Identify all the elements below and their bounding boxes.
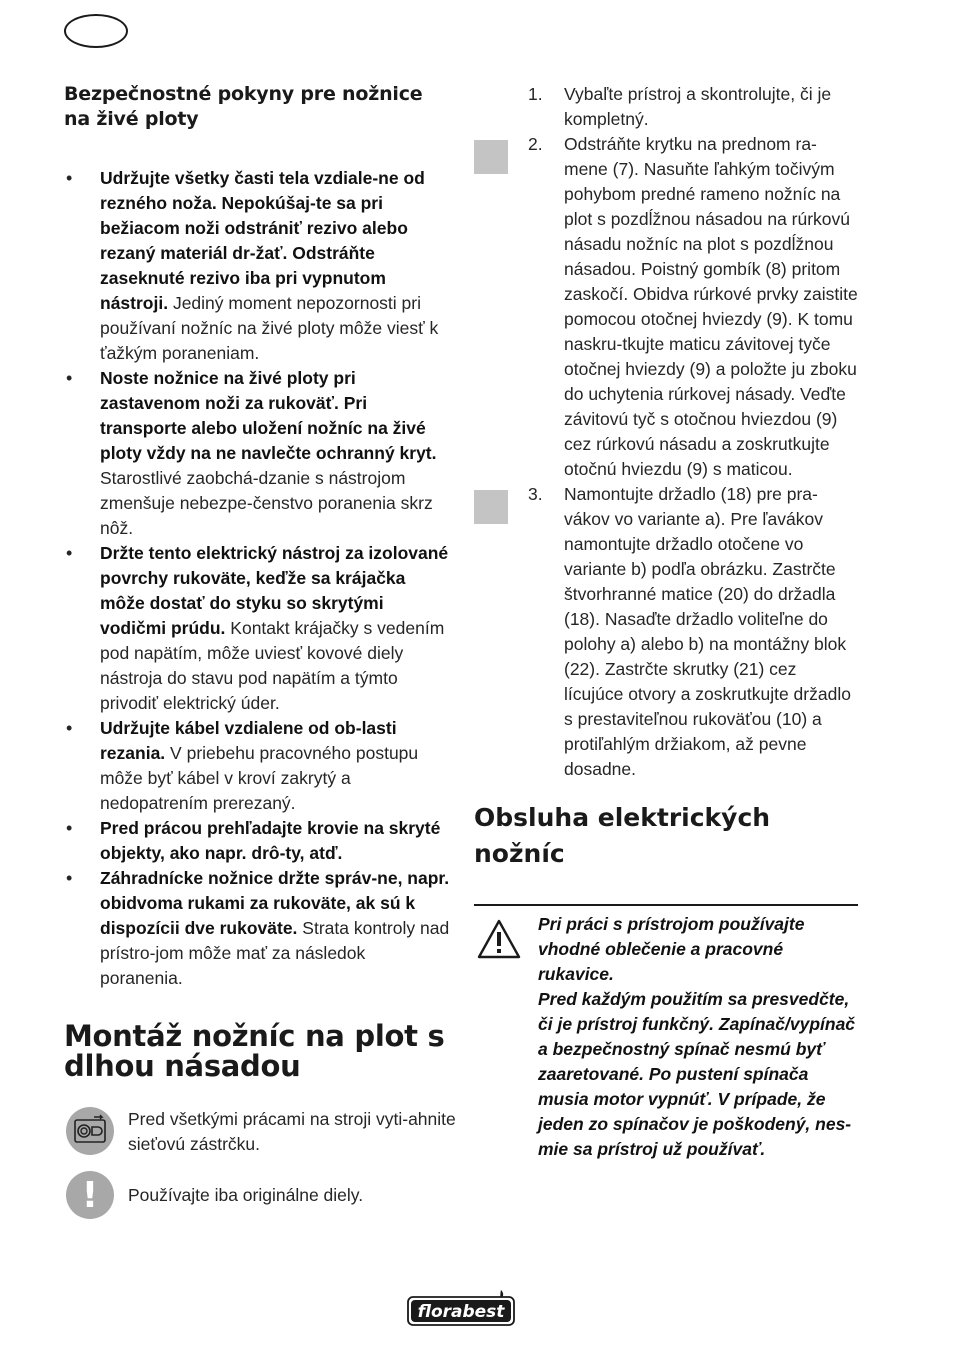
left-column	[64, 82, 456, 1227]
bullet-bold: Držte tento elektrický nástroj za izolované povrchy rukoväte, keďže sa krájačka môže dostať do styku so skrytými vodičmi prúdu.	[100, 543, 449, 638]
note-original-parts	[64, 1171, 450, 1227]
list-item	[474, 482, 858, 782]
list-item	[64, 166, 450, 366]
list-item	[64, 541, 450, 716]
list-item	[64, 716, 450, 816]
step-text: Vybaľte prístroj a skontrolujte, či je kompletný.	[564, 84, 832, 129]
list-item	[474, 132, 858, 482]
bullet-text: Kontakt krájačky s vedením pod napätím, môže uviesť kovové diely nástroja do stavu pod napätím a týmto privodiť elektrický úder.	[100, 618, 445, 713]
language-badge	[64, 14, 128, 48]
safety-bullet-list	[64, 166, 450, 991]
step-number: 3.	[528, 484, 543, 504]
bullet-bold: Záhradnícke nožnice držte správ-ne, napr. obidvoma rukami za rukoväte, ak sú k dispozícii dve rukoväte.	[100, 868, 450, 938]
warning-text	[538, 912, 858, 1162]
bullet-text: V priebehu pracovného postupu môže byť kábel v kroví zakrytý a nedopatrením prerezaný.	[100, 743, 419, 813]
divider	[474, 904, 858, 906]
assembly-title: Montáž nožníc na plot s dlhou násadou	[64, 1019, 445, 1083]
warning-block	[474, 912, 858, 1162]
operation-title: Obsluha elektrických nožníc	[474, 803, 771, 868]
safety-section-title: Bezpečnostné pokyny pre nožnice na živé ploty	[64, 83, 423, 130]
list-item	[64, 816, 450, 866]
logo-text: florabest	[417, 1302, 505, 1322]
step-text: Namontujte držadlo (18) pre pra-vákov vo variante a). Pre ľavákov namontujte držadlo otočene vo variante b) podľa obrázku. Zastrčte štvorhranné matice (20) do držadla (18). Nasaďte držadlo voliteľne do polohy a) alebo b) na montážny blok (22). Zastrčte skrutky (21) cez lícujúce otvory a zoskrutkujte držadlo s prestaviteľnou rukoväťou (10) a protiľahlým držiakom, až pevne dosadne.	[564, 484, 851, 779]
bullet-text: Strata kontroly nad prístro-jom môže mať za následok poranenia.	[100, 918, 450, 988]
bullet-bold: Noste nožnice na živé ploty pri zastavenom noži za rukoväť. Pri transporte alebo uložení nožníc na živé ploty vždy na ne navlečte ochranný kryt.	[100, 368, 437, 463]
list-item	[64, 366, 450, 541]
plug-icon	[66, 1107, 114, 1155]
step-number: 1.	[528, 84, 543, 104]
bullet-bold: Pred prácou prehľadajte krovie na skryté objekty, ako napr. drô-ty, atď.	[100, 818, 441, 863]
bullet-bold: Udržujte všetky časti tela vzdiale-ne od rezného noža. Nepokúšaj-te sa pri bežiacom noži odstrániť rezivo alebo rezaný materiál dr-žať. Odstráňte zaseknuté rezivo iba pri vypnutom nástroji.	[100, 168, 425, 313]
note-text: Pred všetkými prácami na stroji vyti-ahnite sieťovú zástrčku.	[128, 1109, 456, 1154]
bullet-bold: Udržujte kábel vzdialene od ob-lasti rezania.	[100, 718, 397, 763]
step-number: 2.	[528, 134, 543, 154]
bullet-text: Jediný moment nepozornosti pri používaní nožníc na živé ploty môže viesť k ťažkým poraneniam.	[100, 293, 439, 363]
warning-triangle-icon	[476, 918, 522, 960]
list-item	[64, 866, 450, 991]
warning-paragraph: Pred každým použitím sa presvedčte, či je prístroj funkčný. Zapínač/vypínač a bezpečnostný spínač nesmú byť zaaretované. Po pustení spínača musia motor vypnúť. V prípade, že jeden zo spínačov je poškodený, nes-mie sa prístroj už používať.	[538, 989, 856, 1159]
right-column	[474, 82, 858, 1162]
note-unplug	[64, 1107, 456, 1171]
warning-paragraph: Pri práci s prístrojom používajte vhodné oblečenie a pracovné rukavice.	[538, 914, 805, 984]
list-item	[474, 82, 858, 132]
note-text: Používajte iba originálne diely.	[128, 1185, 364, 1205]
exclamation-icon: !	[66, 1171, 114, 1219]
figure-marker-icon	[474, 140, 508, 174]
bullet-text: Starostlivé zaobchá-dzanie s nástrojom zmenšuje nebezpe-čenstvo poranenia skrz nôž.	[100, 468, 433, 538]
brand-logo	[407, 1288, 515, 1326]
figure-marker-icon	[474, 490, 508, 524]
step-text: Odstráňte krytku na prednom ra-mene (7). Nasuňte ľahkým točivým pohybom predné rameno nožníc na plot s pozdĺžnou násadou na rúrkovú násadu nožníc na plot s pozdĺžnou násadou. Poistný gombík (8) pritom zaskočí. Obidva rúrkové prvky zaistite pomocou otočnej hviezdy (9). K tomu naskru-tkujte maticu závitovej tyče otočnej hviezdy (9) a položte ju zboku do uchytenia rúrkovej násady. Veďte závitovú tyč s otočnou hviezdou (9) cez rúrkovú násadu a zoskrutkujte otočnú hviezdu (9) s maticou.	[564, 134, 858, 479]
assembly-steps	[474, 82, 858, 782]
